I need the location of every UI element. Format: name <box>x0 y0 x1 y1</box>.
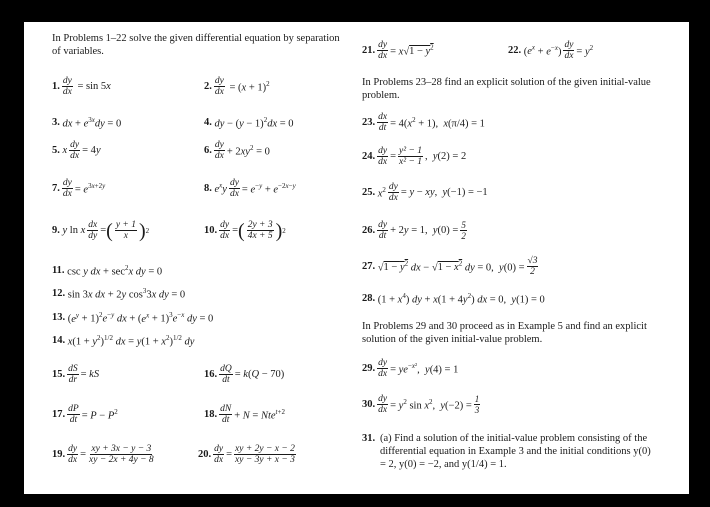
problem-number: 4. <box>204 117 212 129</box>
fraction-dy-dx: $\frac{dy}{dx}$ <box>68 444 78 465</box>
intro-problems-1-22: In Problems 1–22 solve the given differential equation by separation of variables. <box>52 33 340 57</box>
problem-25: 25. $x^2$ $\frac{dy}{dx}$ = y − xy, y(−1) = −1 <box>362 182 488 203</box>
problem-number: 21. <box>362 45 376 56</box>
problem-6: 6. $\frac{dy}{dx}$ + $2xy^2 = 0$ <box>204 140 270 161</box>
textbook-page <box>24 22 689 494</box>
fraction-2y3-4x5: $\frac{2y + 3}{4x + 5}$ <box>247 220 273 241</box>
problem-number: 7. <box>52 183 60 194</box>
problem-number: 27. <box>362 261 376 272</box>
problem-14: 14. $x(1 + y^2)^{1/2}$ dx = $y(1 + x^2)^{1/2}$ dy <box>52 334 195 348</box>
problem-number: 9. <box>52 225 60 236</box>
problem-number: 8. <box>204 183 212 194</box>
problem-number: 28. <box>362 293 376 305</box>
problem-number: 24. <box>362 151 376 162</box>
problem-13: 13. $(e^y + 1)^2e^{-y}$ dx + $(e^x + 1)^3e^{-x}$ dy = 0 <box>52 311 214 325</box>
intro-problems-29-30: In Problems 29 and 30 proceed as in Example 5 and find an explicit solution of the given initial-value problem. <box>362 321 647 345</box>
problem-18: 18. $\frac{dN}{dt}$ + N = Nte$^{t+2}$ <box>204 404 285 425</box>
problem-number: 18. <box>204 409 218 420</box>
problem-28: 28. $(1 + x^4)$ dy + $x(1 + 4y^2)$ dx = 0, y(1) = 0 <box>362 292 545 306</box>
fraction-dy-dx: $\frac{dy}{dx}$ <box>378 146 388 167</box>
problem-20: 20. $\frac{dy}{dx}$ = $\frac{xy + 2y - x - 2}{xy - 3y + x - 3}$ <box>198 444 295 465</box>
fraction-sqrt3-2: $\frac{√3}{2}$ <box>527 256 538 277</box>
problem-19: 19. $\frac{dy}{dx}$ = $\frac{xy + 3x - y - 3}{xy - 2x + 4y - 8}$ <box>52 444 154 465</box>
fraction-dy-dx: $\frac{dy}{dx}$ <box>378 358 388 379</box>
problem-number: 23. <box>362 117 376 128</box>
problem-number: 29. <box>362 363 376 374</box>
fraction-dS-dr: $\frac{dS}{dr}$ <box>68 364 78 385</box>
problem-number: 10. <box>204 225 218 236</box>
problem-number: 30. <box>362 399 376 410</box>
problem-9: 9. y ln x $\frac{dx}{dy}$ = ( $\frac{y + 1}{x}$ ) 2 <box>52 219 150 242</box>
problem-7: 7. $\frac{dy}{dx}$ = $e^{3x+2y}$ <box>52 178 106 199</box>
fraction-y1-x: $\frac{y + 1}{x}$ <box>115 220 136 241</box>
fraction-dy-dx: $\frac{dy}{dx}$ <box>214 444 224 465</box>
problem-3: 3. dx + $e^{3x}dy = 0$ <box>52 116 122 130</box>
problem-27: 27. $√1 - y^2$ dx − $√1 - x^2$ dy = 0, y(0) = $\frac{√3}{2}$ <box>362 256 538 277</box>
problem-11: 11. csc y dx + $\sec^2x$ dy = 0 <box>52 264 163 278</box>
problem-number: 2. <box>204 81 212 92</box>
problem-24: 24. $\frac{dy}{dx}$ = $\frac{\text{y² − 1}}{\text{x² − 1}}$ , y(2) = 2 <box>362 146 467 167</box>
problem-1: 1. $\frac{dy}{dx}$ = sin 5x <box>52 76 111 97</box>
fraction-dy-dt: $\frac{dy}{dt}$ <box>378 220 388 241</box>
problem-31-text: (a) Find a solution of the initial-value problem consisting of the differential equation in Example 3 and the initial conditions y(0) = 2, y(0) = −2, and y(1/4) = 1. <box>380 433 651 470</box>
problem-number: 26. <box>362 225 376 236</box>
intro-problems-23-28: In Problems 23–28 find an explicit solution of the given initial-value problem. <box>362 77 651 101</box>
fraction-dy-dx: $\frac{dy}{dx}$ <box>388 182 398 203</box>
problem-5: 5. x $\frac{dy}{dx}$ = 4y <box>52 140 101 161</box>
problem-21: 21. $\frac{dy}{dx}$ = $x√1 - y^2$ <box>362 40 434 61</box>
problem-number: 16. <box>204 369 218 380</box>
problem-number: 6. <box>204 145 212 156</box>
fraction-5-2: $\frac{5}{2}$ <box>461 220 466 241</box>
problem-8: 8. $e^xy$ $\frac{dy}{dx}$ = $e^{-y} + e^{-2x-y}$ <box>204 178 296 199</box>
problem-number: 5. <box>52 145 60 156</box>
problem-16: 16. $\frac{dQ}{dt}$ = k(Q − 70) <box>204 364 285 385</box>
problem-number: 1. <box>52 81 60 92</box>
problem-number: 20. <box>198 449 212 460</box>
fraction-19-rhs: $\frac{xy + 3x - y - 3}{xy - 2x + 4y - 8}$ <box>89 444 154 465</box>
fraction-dx-dt: $\frac{dx}{dt}$ <box>378 112 388 133</box>
fraction-dy-dx: $\frac{dy}{dx}$ <box>62 178 72 199</box>
fraction-24-rhs: $\frac{\text{y² − 1}}{\text{x² − 1}}$ <box>399 146 422 167</box>
fraction-dy-dx: $\frac{dy}{dx}$ <box>378 394 388 415</box>
problem-29: 29. $\frac{dy}{dx}$ = $ye^{-x^2}$, y(4) = 1 <box>362 358 459 379</box>
problem-31-number: 31. <box>362 433 376 444</box>
problem-number: 19. <box>52 449 66 460</box>
problem-number: 22. <box>508 45 522 56</box>
fraction-dy-dx: $\frac{dy}{dx}$ <box>229 178 239 199</box>
fraction-1-3: $\frac{1}{3}$ <box>474 394 480 415</box>
fraction-dx-dy: $\frac{dx}{dy}$ <box>88 220 98 241</box>
problem-17: 17. $\frac{dP}{dt}$ = $P - P^2$ <box>52 404 118 425</box>
fraction-dy-dx: $\frac{dy}{dx}$ <box>378 40 388 61</box>
problem-30: 30. $\frac{dy}{dx}$ = $y^2$ $\sin x^2$, y(−2) = $\frac{1}{3}$ <box>362 394 480 415</box>
fraction-dP-dt: $\frac{dP}{dt}$ <box>68 404 79 425</box>
problem-26: 26. $\frac{dy}{dt}$ + 2y = 1, y(0) = $\frac{5}{2}$ <box>362 220 466 241</box>
problem-number: 14. <box>52 335 66 347</box>
problem-number: 12. <box>52 288 66 300</box>
problem-2: 2. $\frac{dy}{dx}$ = $(x + 1)^2$ <box>204 76 270 97</box>
fraction-dy-dx: $\frac{dy}{dx}$ <box>564 40 574 61</box>
problem-4: 4. dy − $(y - 1)^2dx = 0$ <box>204 116 294 130</box>
fraction-dy-dx: $\frac{dy}{dx}$ <box>70 140 80 161</box>
problem-number: 13. <box>52 312 66 324</box>
fraction-dQ-dt: $\frac{dQ}{dt}$ <box>220 364 232 385</box>
problem-10: 10. $\frac{dy}{dx}$ = ( $\frac{2y + 3}{4x + 5}$ ) 2 <box>204 219 286 242</box>
problem-number: 15. <box>52 369 66 380</box>
problem-15: 15. $\frac{dS}{dr}$ = kS <box>52 364 100 385</box>
fraction-dy-dx: $\frac{dy}{dx}$ <box>214 76 224 97</box>
problem-22: 22. $(e^x + e^{-x})$ $\frac{dy}{dx}$ = $y^2$ <box>508 40 594 61</box>
fraction-dN-dt: $\frac{dN}{dt}$ <box>220 404 232 425</box>
problem-23: 23. $\frac{dx}{dt}$ = $4(x^2 + 1)$, x(π/4) = 1 <box>362 112 485 133</box>
problem-12: 12. sin 3x dx + 2y $\cos^33x$ dy = 0 <box>52 287 186 301</box>
problem-number: 11. <box>52 265 65 277</box>
problem-number: 3. <box>52 117 60 129</box>
fraction-20-rhs: $\frac{xy + 2y - x - 2}{xy - 3y + x - 3}$ <box>235 444 295 465</box>
problem-number: 17. <box>52 409 66 420</box>
fraction-dy-dx: $\frac{dy}{dx}$ <box>214 140 224 161</box>
problem-number: 25. <box>362 187 376 198</box>
fraction-dy-dx: $\frac{dy}{dx}$ <box>220 220 230 241</box>
fraction-dy-dx: $\frac{dy}{dx}$ <box>62 76 72 97</box>
